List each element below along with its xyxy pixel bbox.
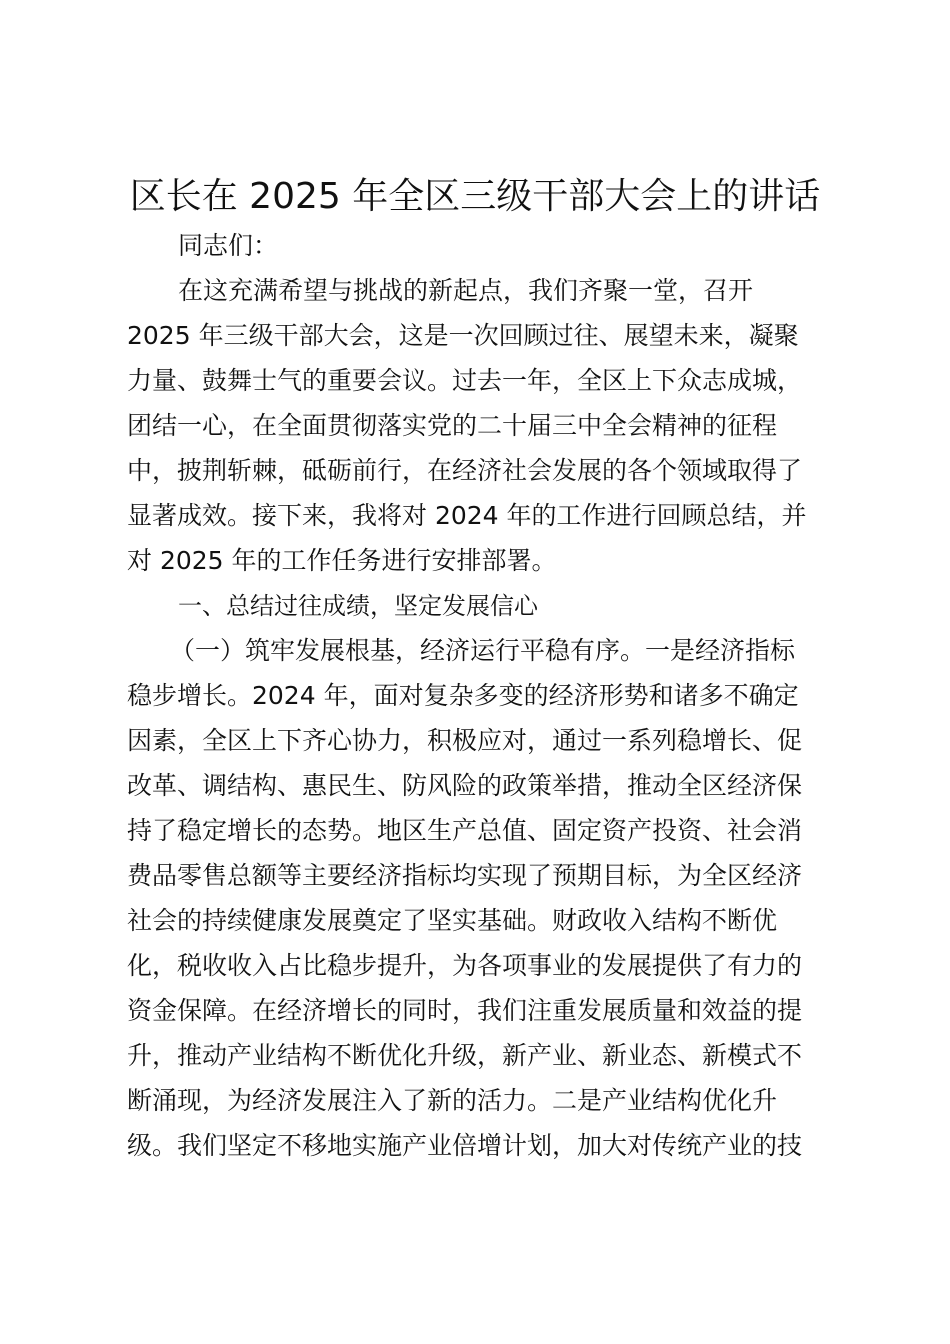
body-line: 对 2025 年的工作任务进行安排部署。 xyxy=(127,546,557,575)
body-line: 资金保障。在经济增长的同时，我们注重发展质量和效益的提 xyxy=(127,996,803,1025)
body-line: 显著成效。接下来，我将对 2024 年的工作进行回顾总结，并 xyxy=(127,501,807,530)
salutation: 同志们： xyxy=(178,231,279,260)
body-line: 团结一心，在全面贯彻落实党的二十届三中全会精神的征程 xyxy=(127,411,778,440)
document-title: 区长在 2025 年全区三级干部大会上的讲话 xyxy=(129,176,821,217)
section-heading: 一、总结过往成绩，坚定发展信心 xyxy=(178,592,538,620)
body-line: （一）筑牢发展根基，经济运行平稳有序。一是经济指标 xyxy=(170,636,796,665)
body-line: 持了稳定增长的态势。地区生产总值、固定资产投资、社会消 xyxy=(127,816,803,845)
body-line: 费品零售总额等主要经济指标均实现了预期目标，为全区经济 xyxy=(127,861,803,890)
body-line: 在这充满希望与挑战的新起点，我们齐聚一堂，召开 xyxy=(178,276,754,305)
body-line: 中，披荆斩棘，砥砺前行，在经济社会发展的各个领域取得了 xyxy=(127,456,803,485)
body-line: 社会的持续健康发展奠定了坚实基础。财政收入结构不断优 xyxy=(127,906,778,935)
body-line: 级。我们坚定不移地实施产业倍增计划，加大对传统产业的技 xyxy=(127,1131,803,1160)
body-line: 2025 年三级干部大会，这是一次回顾过往、展望未来，凝聚 xyxy=(127,321,799,350)
body-line: 化，税收收入占比稳步提升，为各项事业的发展提供了有力的 xyxy=(127,951,803,980)
body-line: 稳步增长。2024 年，面对复杂多变的经济形势和诸多不确定 xyxy=(127,681,799,710)
body-line: 力量、鼓舞士气的重要会议。过去一年，全区上下众志成城， xyxy=(127,366,803,395)
body-line: 断涌现，为经济发展注入了新的活力。二是产业结构优化升 xyxy=(127,1086,778,1115)
body-line: 因素，全区上下齐心协力，积极应对，通过一系列稳增长、促 xyxy=(127,726,803,755)
body-line: 升，推动产业结构不断优化升级，新产业、新业态、新模式不 xyxy=(127,1041,803,1070)
body-line: 改革、调结构、惠民生、防风险的政策举措，推动全区经济保 xyxy=(127,771,803,800)
